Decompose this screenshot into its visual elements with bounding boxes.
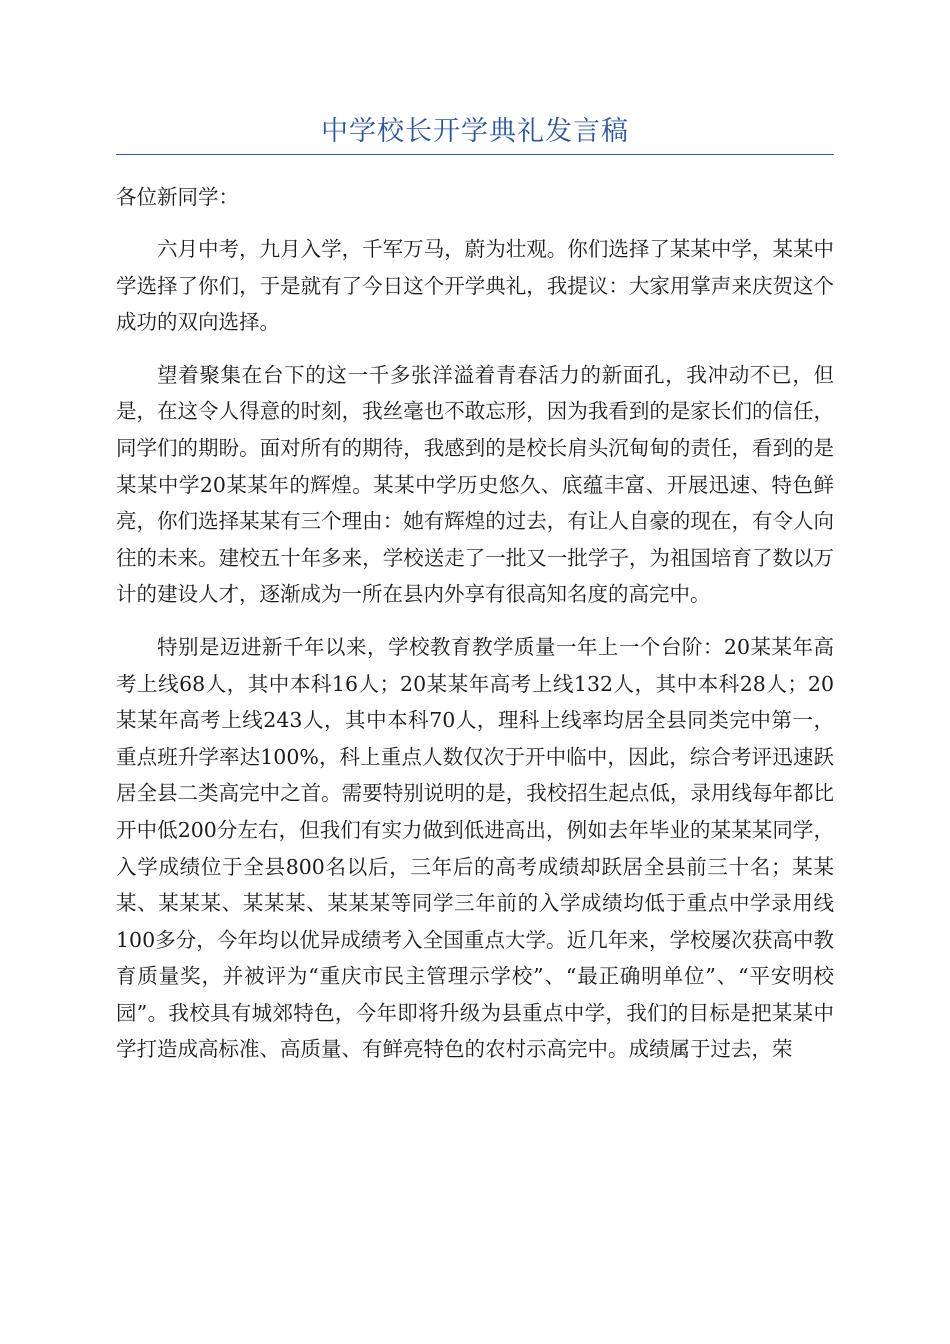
title-underline xyxy=(116,154,834,155)
paragraph-1: 六月中考，九月入学，千军万马，蔚为壮观。你们选择了某某中学，某某中学选择了你们，于是就有了今日这个开学典礼，我提议：大家用掌声来庆贺这个成功的双向选择。 xyxy=(116,237,834,335)
document-page xyxy=(116,112,834,1068)
paragraph-3: 特别是迈进新千年以来，学校教育教学质量一年上一个台阶：20某某年高考上线68人，其中本科16人；20某某年高考上线132人，其中本科28人；20某某年高考上线243人，其中本科70人，理科上线率均居全县同类完中第一，重点班升学率达100%，科上重点人数仅次于开中临中，因此，综合考评迅速跃居全县二类高完中之首。需要特别说明的是，我校招生起点低，录用线每年都比开中低200分左右，但我们有实力做到低进高出，例如去年毕业的某某某同学，入学成绩位于全县800名以后，三年后的高考成绩却跃居全县前三十名；某某某、某某某、某某某、某某某等同学三年前的入学成绩均低于重点中学录用线100多分，今年均以优异成绩考入全国重点大学。近几年来，学校屡次获高中教育质量奖，并被评为“重庆市民主管理示学校”、“最正确明单位”、“平安明校园”。我校具有城郊特色，今年即将升级为县重点中学，我们的目标是把某某中学打造成高标准、高质量、有鲜亮特色的农村示高完中。成绩属于过去，荣 xyxy=(116,634,834,1062)
document-title: 中学校长开学典礼发言稿 xyxy=(321,116,629,147)
paragraph-2: 望着聚集在台下的这一千多张洋溢着青春活力的新面孔，我冲动不已，但是，在这令人得意的时刻，我丝毫也不敢忘形，因为我看到的是家长们的信任，同学们的期盼。面对所有的期待，我感到的是校长肩头沉甸甸的责任，看到的是某某中学20某某年的辉煌。某某中学历史悠久、底蕴丰富、开展迅速、特色鲜亮，你们选择某某有三个理由：她有辉煌的过去，有让人自豪的现在，有令人向往的未来。建校五十年多来，学校送走了一批又一批学子，为祖国培育了数以万计的建设人才，逐渐成为一所在县内外享有很高知名度的高完中。 xyxy=(116,362,834,607)
salutation: 各位新同学： xyxy=(116,185,239,209)
